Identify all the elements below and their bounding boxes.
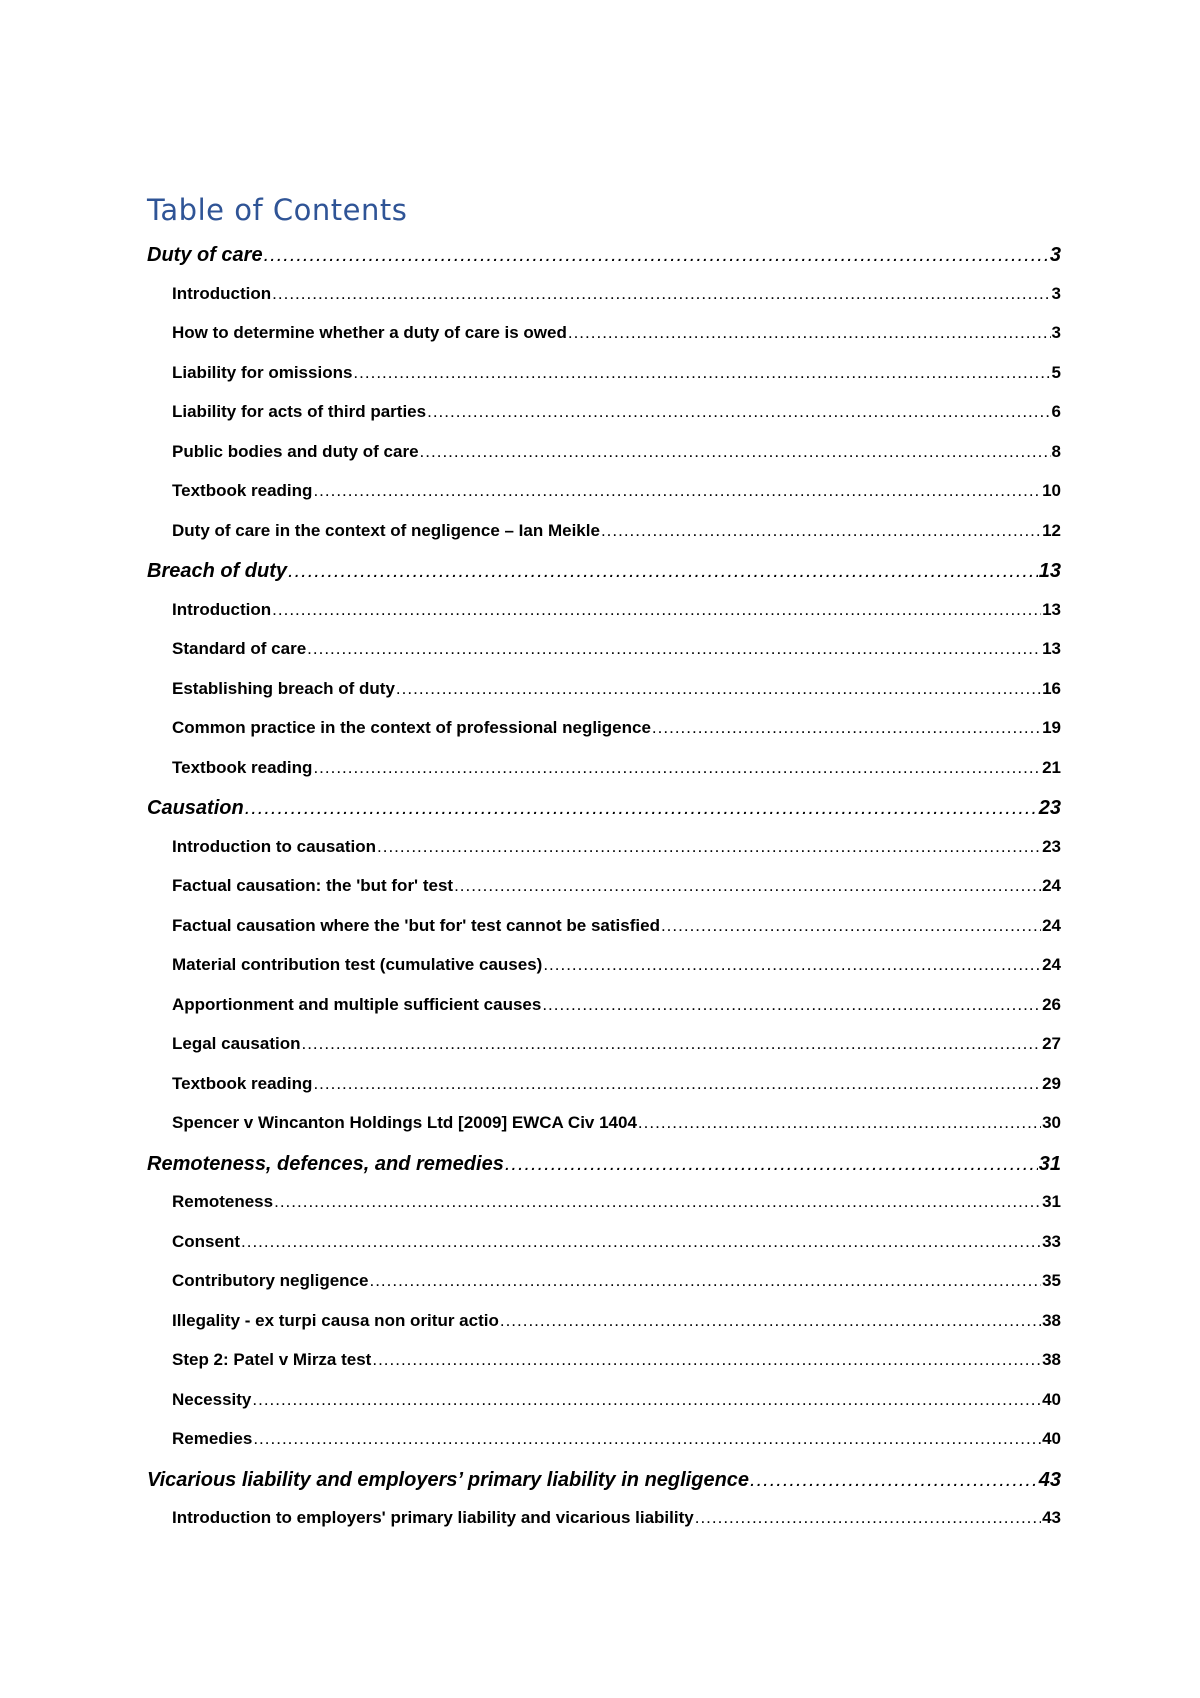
- toc-page-number: 35: [1042, 1271, 1061, 1290]
- toc-page-number: 13: [1042, 599, 1061, 619]
- toc-page-number: 29: [1042, 1073, 1061, 1093]
- toc-dot-leader: [272, 600, 1041, 620]
- toc-page-number: 43: [1042, 1508, 1061, 1527]
- toc-dot-leader: [638, 1113, 1041, 1133]
- toc-page-number: 5: [1051, 362, 1061, 382]
- toc-entry-label: Causation: [147, 797, 244, 819]
- toc-dot-leader: [353, 363, 1050, 383]
- toc-subheading-entry[interactable]: [147, 284, 1061, 324]
- toc-dot-leader: [369, 1271, 1041, 1291]
- toc-page-number: 38: [1042, 1350, 1061, 1369]
- toc-subheading-entry[interactable]: [147, 1350, 1061, 1390]
- toc-dot-leader: [253, 1429, 1041, 1449]
- toc-page-number: 31: [1042, 1192, 1061, 1211]
- toc-dot-leader: [313, 481, 1041, 501]
- toc-page-number: 10: [1042, 481, 1061, 500]
- toc-page-number: 27: [1042, 1034, 1061, 1053]
- toc-subheading-entry[interactable]: [147, 995, 1061, 1035]
- toc-page-number: 13: [1038, 560, 1061, 582]
- toc-page-number: 24: [1042, 915, 1061, 935]
- toc-page-number: 23: [1038, 797, 1061, 819]
- toc-page-number: 16: [1042, 678, 1061, 698]
- toc-dot-leader: [542, 995, 1041, 1015]
- toc-dot-leader: [307, 639, 1041, 659]
- toc-page-number: 24: [1042, 876, 1061, 895]
- toc-page-number: 8: [1051, 441, 1061, 461]
- toc-subheading-entry[interactable]: [147, 1192, 1061, 1232]
- toc-entry-label: Contributory negligence: [172, 1271, 369, 1290]
- toc-entry-label: Establishing breach of duty: [172, 678, 395, 698]
- toc-subheading-entry[interactable]: [147, 1034, 1061, 1074]
- toc-dot-leader: [264, 244, 1049, 267]
- toc-dot-leader: [372, 1350, 1041, 1370]
- toc-entry-label: Remoteness: [172, 1192, 274, 1211]
- toc-page-number: 24: [1042, 955, 1061, 974]
- toc-page-number: 40: [1042, 1389, 1061, 1409]
- toc-dot-leader: [301, 1034, 1041, 1054]
- toc-entry-label: Textbook reading: [172, 757, 313, 777]
- toc-subheading-entry[interactable]: [147, 1232, 1061, 1272]
- toc-entry-label: Illegality - ex turpi causa non oritur actio: [172, 1310, 499, 1330]
- toc-entry-label: Spencer v Wincanton Holdings Ltd [2009] EWCA Civ 1404: [172, 1113, 637, 1132]
- toc-dot-leader: [272, 284, 1050, 304]
- toc-entry-label: Consent: [172, 1231, 240, 1251]
- toc-subheading-entry[interactable]: [147, 521, 1061, 561]
- toc-page-number: 12: [1042, 520, 1061, 540]
- toc-subheading-entry[interactable]: [147, 916, 1061, 956]
- toc-dot-leader: [396, 679, 1041, 699]
- table-of-contents: [147, 244, 1061, 1548]
- toc-entry-label: Introduction to causation: [172, 836, 376, 856]
- toc-entry-label: Introduction to employers' primary liability and vicarious liability: [172, 1508, 694, 1527]
- toc-entry-label: Breach of duty: [147, 560, 288, 582]
- toc-entry-label: How to determine whether a duty of care is owed: [172, 323, 567, 342]
- toc-page-number: 3: [1051, 323, 1061, 342]
- toc-entry-label: Liability for omissions: [172, 362, 353, 382]
- toc-page-number: 40: [1042, 1429, 1061, 1448]
- toc-entry-label: Material contribution test (cumulative causes): [172, 955, 543, 974]
- toc-subheading-entry[interactable]: [147, 758, 1061, 798]
- toc-page-number: 30: [1042, 1113, 1061, 1132]
- toc-heading-entry[interactable]: [147, 560, 1061, 600]
- toc-page-number: 31: [1038, 1152, 1061, 1175]
- toc-entry-label: Public bodies and duty of care: [172, 441, 419, 461]
- toc-dot-leader: [241, 1232, 1041, 1252]
- toc-dot-leader: [420, 442, 1051, 462]
- toc-entry-label: Duty of care: [147, 244, 263, 266]
- toc-entry-label: Legal causation: [172, 1034, 301, 1053]
- toc-subheading-entry[interactable]: [147, 363, 1061, 403]
- toc-entry-label: Apportionment and multiple sufficient causes: [172, 994, 542, 1014]
- toc-subheading-entry[interactable]: [147, 1508, 1061, 1548]
- toc-dot-leader: [245, 797, 1038, 820]
- toc-page-number: 21: [1042, 757, 1061, 777]
- toc-entry-label: Textbook reading: [172, 481, 313, 500]
- toc-dot-leader: [505, 1153, 1038, 1176]
- toc-page-number: 38: [1042, 1310, 1061, 1330]
- toc-subheading-entry[interactable]: [147, 402, 1061, 442]
- toc-page-number: 13: [1042, 639, 1061, 658]
- toc-subheading-entry[interactable]: [147, 600, 1061, 640]
- toc-subheading-entry[interactable]: [147, 1271, 1061, 1311]
- toc-subheading-entry[interactable]: [147, 1429, 1061, 1469]
- toc-entry-label: Common practice in the context of professional negligence: [172, 718, 651, 737]
- toc-page-number: 3: [1051, 283, 1061, 303]
- toc-dot-leader: [750, 1469, 1038, 1492]
- toc-heading-entry[interactable]: [147, 1469, 1061, 1509]
- toc-dot-leader: [661, 916, 1041, 936]
- toc-page-number: 6: [1051, 402, 1061, 421]
- toc-subheading-entry[interactable]: [147, 955, 1061, 995]
- toc-dot-leader: [454, 876, 1041, 896]
- toc-dot-leader: [313, 758, 1041, 778]
- toc-page-number: 26: [1042, 994, 1061, 1014]
- toc-entry-label: Remedies: [172, 1429, 253, 1448]
- toc-entry-label: Liability for acts of third parties: [172, 402, 427, 421]
- toc-subheading-entry[interactable]: [147, 876, 1061, 916]
- toc-entry-label: Textbook reading: [172, 1073, 313, 1093]
- toc-page-number: 3: [1049, 244, 1061, 266]
- toc-heading-entry[interactable]: [147, 244, 1061, 284]
- toc-dot-leader: [252, 1390, 1041, 1410]
- toc-page-number: 43: [1038, 1468, 1061, 1491]
- toc-subheading-entry[interactable]: [147, 481, 1061, 521]
- toc-dot-leader: [543, 955, 1041, 975]
- toc-dot-leader: [274, 1192, 1041, 1212]
- toc-subheading-entry[interactable]: [147, 837, 1061, 877]
- toc-dot-leader: [568, 323, 1051, 343]
- toc-dot-leader: [377, 837, 1041, 857]
- toc-subheading-entry[interactable]: [147, 679, 1061, 719]
- toc-subheading-entry[interactable]: [147, 1390, 1061, 1430]
- toc-subheading-entry[interactable]: [147, 1113, 1061, 1153]
- toc-entry-label: Necessity: [172, 1389, 252, 1409]
- toc-subheading-entry[interactable]: [147, 323, 1061, 363]
- toc-dot-leader: [500, 1311, 1041, 1331]
- toc-page-number: 23: [1042, 836, 1061, 856]
- toc-entry-label: Step 2: Patel v Mirza test: [172, 1350, 372, 1369]
- toc-subheading-entry[interactable]: [147, 1311, 1061, 1351]
- toc-heading-entry[interactable]: [147, 1153, 1061, 1193]
- toc-dot-leader: [313, 1074, 1041, 1094]
- toc-subheading-entry[interactable]: [147, 442, 1061, 482]
- toc-subheading-entry[interactable]: [147, 639, 1061, 679]
- toc-dot-leader: [427, 402, 1050, 422]
- toc-dot-leader: [601, 521, 1041, 541]
- toc-entry-label: Duty of care in the context of negligence – Ian Meikle: [172, 520, 600, 540]
- toc-entry-label: Vicarious liability and employers’ primary liability in negligence: [147, 1468, 750, 1491]
- toc-dot-leader: [695, 1508, 1041, 1528]
- toc-page-number: 19: [1042, 718, 1061, 737]
- toc-entry-label: Remoteness, defences, and remedies: [147, 1152, 504, 1175]
- toc-entry-label: Factual causation where the 'but for' test cannot be satisfied: [172, 915, 660, 935]
- toc-dot-leader: [652, 718, 1041, 738]
- toc-dot-leader: [288, 560, 1038, 583]
- toc-entry-label: Factual causation: the 'but for' test: [172, 876, 454, 895]
- toc-entry-label: Standard of care: [172, 639, 307, 658]
- toc-title: Table of Contents: [147, 193, 408, 227]
- toc-subheading-entry[interactable]: [147, 1074, 1061, 1114]
- toc-entry-label: Introduction: [172, 283, 272, 303]
- toc-entry-label: Introduction: [172, 599, 272, 619]
- toc-page-number: 33: [1042, 1231, 1061, 1251]
- toc-heading-entry[interactable]: [147, 797, 1061, 837]
- toc-subheading-entry[interactable]: [147, 718, 1061, 758]
